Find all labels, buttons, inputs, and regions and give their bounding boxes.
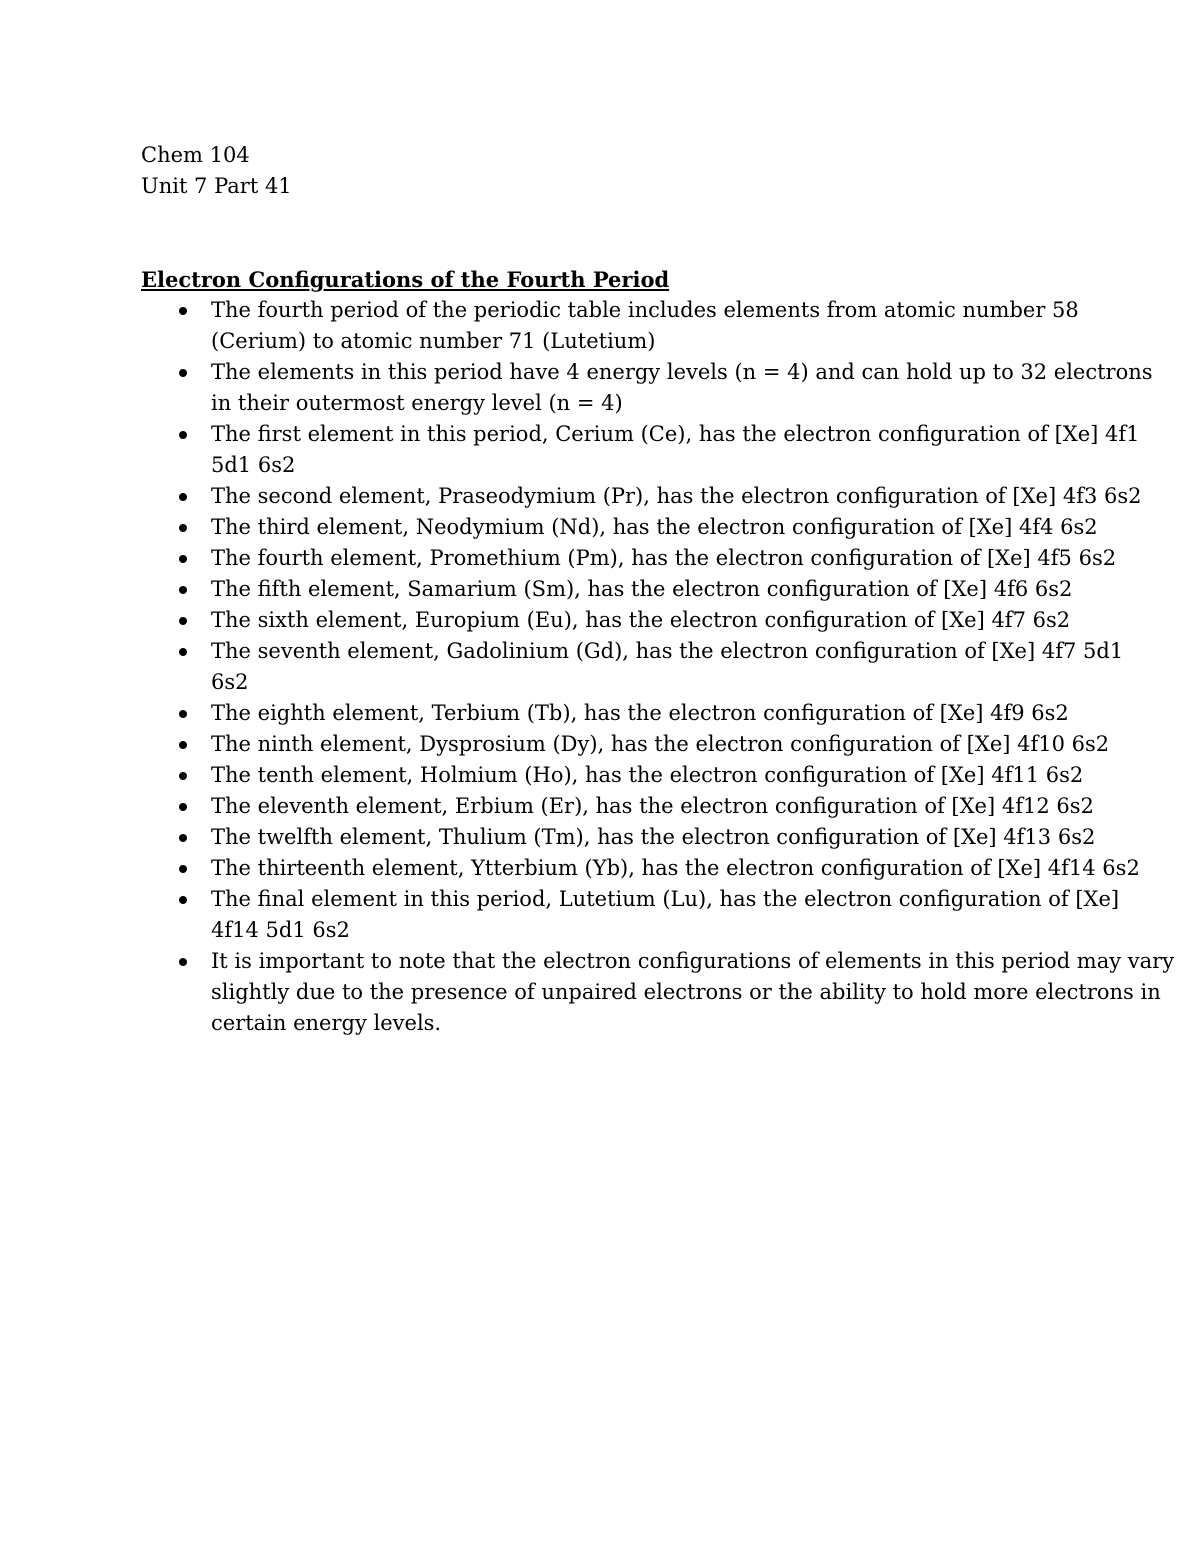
course-title: Chem 104 (141, 143, 250, 167)
bullet-dot-icon (179, 958, 187, 966)
unit-title: Unit 7 Part 41 (141, 174, 292, 198)
bullet-dot-icon (179, 772, 187, 780)
list-item (141, 822, 1096, 853)
list-item (141, 481, 1142, 512)
list-item-text-line: The fourth element, Promethium (Pm), has the electron configuration of [Xe] 4f5 6s2 (211, 546, 1117, 570)
bullet-dot-icon (179, 524, 187, 532)
bullet-dot-icon (179, 369, 187, 377)
list-item-text-line: (Cerium) to atomic number 71 (Lutetium) (211, 329, 656, 353)
bullet-dot-icon (179, 896, 187, 904)
list-item (141, 760, 1084, 791)
bullet-dot-icon (179, 741, 187, 749)
section-heading: Electron Configurations of the Fourth Period (141, 267, 670, 292)
list-item-text-line: The seventh element, Gadolinium (Gd), has the electron configuration of [Xe] 4f7 5d1 (211, 639, 1124, 663)
list-item-text-line: The final element in this period, Lutetium (Lu), has the electron configuration of [Xe] (211, 887, 1120, 911)
list-item (141, 698, 1071, 729)
list-item-text-line: 6s2 (211, 670, 249, 694)
spacer (141, 202, 1071, 264)
list-item (141, 853, 1140, 884)
list-item (141, 729, 1110, 760)
document-page (141, 140, 1175, 1039)
list-item-text-line: slightly due to the presence of unpaired electrons or the ability to hold more electrons in (211, 980, 1161, 1004)
list-item-text-line: The third element, Neodymium (Nd), has the electron configuration of [Xe] 4f4 6s2 (211, 515, 1098, 539)
bullet-dot-icon (179, 586, 187, 594)
list-item-text-line: The elements in this period have 4 energy levels (n = 4) and can hold up to 32 electrons (211, 360, 1153, 384)
bullet-dot-icon (179, 648, 187, 656)
list-item (141, 295, 1079, 357)
list-item-text-line: The twelfth element, Thulium (Tm), has the electron configuration of [Xe] 4f13 6s2 (211, 825, 1096, 849)
list-item-text-line: The ninth element, Dysprosium (Dy), has the electron configuration of [Xe] 4f10 6s2 (211, 732, 1110, 756)
list-item-text-line: The fifth element, Samarium (Sm), has the electron configuration of [Xe] 4f6 6s2 (211, 577, 1073, 601)
list-item-text-line: The second element, Praseodymium (Pr), has the electron configuration of [Xe] 4f3 6s2 (211, 484, 1142, 508)
list-item (141, 574, 1071, 605)
list-item (141, 946, 1175, 1039)
list-item (141, 357, 1153, 419)
list-item (141, 512, 1098, 543)
list-item-text-line: The sixth element, Europium (Eu), has the electron configuration of [Xe] 4f7 6s2 (211, 608, 1071, 632)
list-item (141, 884, 1120, 946)
list-item-text-line: 4f14 5d1 6s2 (211, 918, 350, 942)
list-item-text-line: in their outermost energy level (n = 4) (211, 391, 623, 415)
list-item-text-line: The eighth element, Terbium (Tb), has the electron configuration of [Xe] 4f9 6s2 (211, 701, 1069, 725)
list-item-text-line: The thirteenth element, Ytterbium (Yb), has the electron configuration of [Xe] 4f14 6s2 (211, 856, 1140, 880)
bullet-dot-icon (179, 617, 187, 625)
list-item (141, 791, 1094, 822)
bullet-dot-icon (179, 710, 187, 718)
list-item-text-line: The fourth period of the periodic table includes elements from atomic number 58 (211, 298, 1079, 322)
bullet-list (141, 295, 1175, 1039)
list-item (141, 543, 1117, 574)
list-item-text-line: The tenth element, Holmium (Ho), has the electron configuration of [Xe] 4f11 6s2 (211, 763, 1084, 787)
list-item (141, 419, 1140, 481)
bullet-dot-icon (179, 555, 187, 563)
bullet-dot-icon (179, 865, 187, 873)
bullet-dot-icon (179, 834, 187, 842)
list-item-text-line: The first element in this period, Cerium (Ce), has the electron configuration of [Xe] 4f1 (211, 422, 1140, 446)
bullet-dot-icon (179, 307, 187, 315)
bullet-dot-icon (179, 431, 187, 439)
bullet-dot-icon (179, 493, 187, 501)
list-item (141, 605, 1071, 636)
list-item (141, 636, 1124, 698)
list-item-text-line: certain energy levels. (211, 1011, 442, 1035)
list-item-text-line: It is important to note that the electron configurations of elements in this period may vary (211, 949, 1175, 973)
bullet-dot-icon (179, 803, 187, 811)
list-item-text-line: The eleventh element, Erbium (Er), has the electron configuration of [Xe] 4f12 6s2 (211, 794, 1094, 818)
list-item-text-line: 5d1 6s2 (211, 453, 296, 477)
